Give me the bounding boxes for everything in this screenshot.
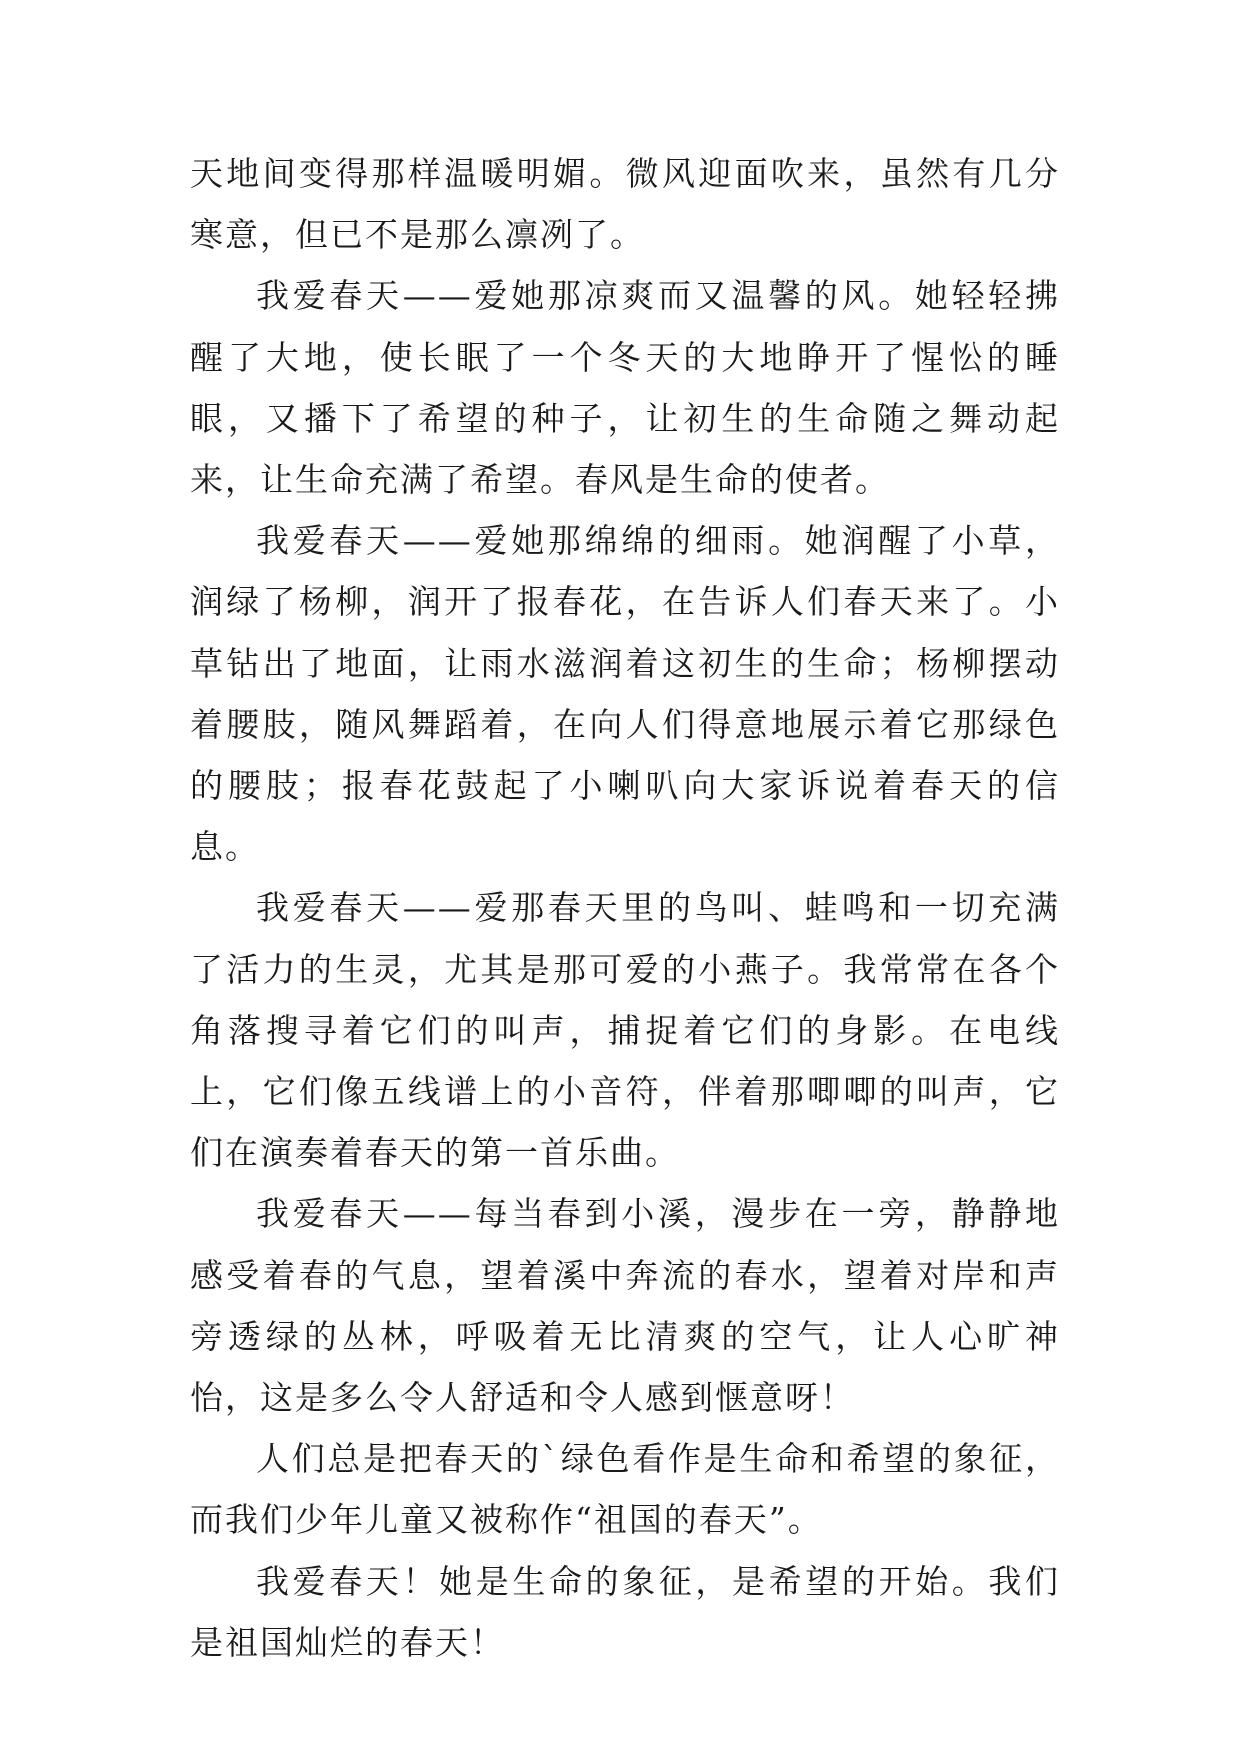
paragraph-continuation: 天地间变得那样温暖明媚。微风迎面吹来，虽然有几分寒意，但已不是那么凛冽了。 (190, 154, 1060, 255)
paragraph-spring-stream: 我爱春天——每当春到小溪，漫步在一旁，静静地感受着春的气息，望着溪中奔流的春水，望着对岸和声旁透绿的丛林，呼吸着无比清爽的空气，让人心旷神怡，这是多么令人舒适和令人感到惬意呀！ (190, 1194, 1060, 1418)
paragraph-green-symbol: 人们总是把春天的`绿色看作是生命和希望的象征，而我们少年儿童又被称作“祖国的春天”。 (190, 1439, 1060, 1540)
paragraph-conclusion: 我爱春天！她是生命的象征，是希望的开始。我们是祖国灿烂的春天！ (190, 1561, 1060, 1662)
paragraph-spring-rain: 我爱春天——爱她那绵绵的细雨。她润醒了小草，润绿了杨柳，润开了报春花，在告诉人们春天来了。小草钻出了地面，让雨水滋润着这初生的生命；杨柳摆动着腰肢，随风舞蹈着，在向人们得意地展示着它那绿色的腰肢；报春花鼓起了小喇叭向大家诉说着春天的信息。 (190, 521, 1060, 867)
paragraph-spring-creatures: 我爱春天——爱那春天里的鸟叫、蛙鸣和一切充满了活力的生灵，尤其是那可爱的小燕子。我常常在各个角落搜寻着它们的叫声，捕捉着它们的身影。在电线上，它们像五线谱上的小音符，伴着那唧唧的叫声，它们在演奏着春天的第一首乐曲。 (190, 888, 1060, 1173)
paragraph-spring-wind: 我爱春天——爱她那凉爽而又温馨的风。她轻轻拂醒了大地，使长眠了一个冬天的大地睁开了惺忪的睡眼，又播下了希望的种子，让初生的生命随之舞动起来，让生命充满了希望。春风是生命的使者。 (190, 276, 1060, 500)
document-page (190, 143, 1060, 1673)
